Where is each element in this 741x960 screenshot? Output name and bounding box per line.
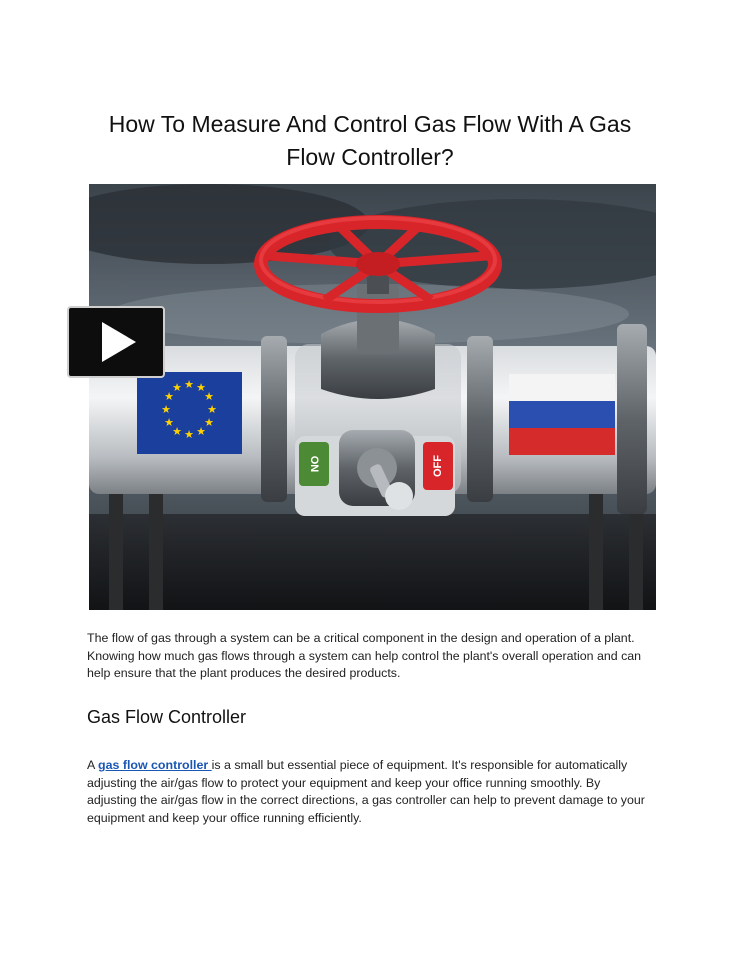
- svg-text:★: ★: [184, 428, 194, 441]
- russia-flag-icon: [509, 374, 615, 455]
- svg-text:★: ★: [161, 403, 171, 416]
- hero-image: [89, 184, 656, 610]
- switch-off-label: OFF: [432, 455, 444, 477]
- svg-text:★: ★: [196, 425, 206, 438]
- svg-text:★: ★: [204, 416, 214, 429]
- paragraph-suffix: is a small but essential piece of equipment. It's responsible for automatically adjusting the air/gas flow to protect your equipment and keep your office running smoothly. By adjusting the air/gas flow in the correct directions, a gas controller can help to prevent damage to your equipment and keep your office running efficiently.: [87, 758, 645, 825]
- svg-text:★: ★: [196, 381, 206, 394]
- eu-flag-icon: [137, 372, 242, 454]
- svg-text:★: ★: [164, 390, 174, 403]
- title-line-2: Flow Controller?: [286, 144, 454, 170]
- switch-on-label: ON: [308, 455, 320, 473]
- title-line-1: How To Measure And Control Gas Flow With A Gas: [108, 111, 632, 137]
- intro-paragraph: The flow of gas through a system can be a critical component in the design and operation of a plant. Knowing how much gas flows through a system can help control the plant's overall operation and can help ensure that the plant produces the desired products.: [87, 631, 642, 680]
- document-title: [80, 108, 660, 174]
- svg-text:★: ★: [172, 425, 182, 438]
- svg-text:★: ★: [204, 390, 214, 403]
- svg-text:★: ★: [172, 381, 182, 394]
- svg-text:★: ★: [184, 378, 194, 391]
- gas-flow-controller-link[interactable]: gas flow controller: [98, 758, 212, 772]
- section-heading: Gas Flow Controller: [87, 707, 247, 727]
- svg-text:★: ★: [164, 416, 174, 429]
- section-paragraph: [87, 757, 647, 827]
- play-icon[interactable]: [102, 322, 136, 362]
- paragraph-prefix: A: [87, 758, 99, 772]
- pipeline-valve-illustration: [89, 184, 656, 610]
- play-button[interactable]: [67, 306, 165, 378]
- svg-text:★: ★: [207, 403, 217, 416]
